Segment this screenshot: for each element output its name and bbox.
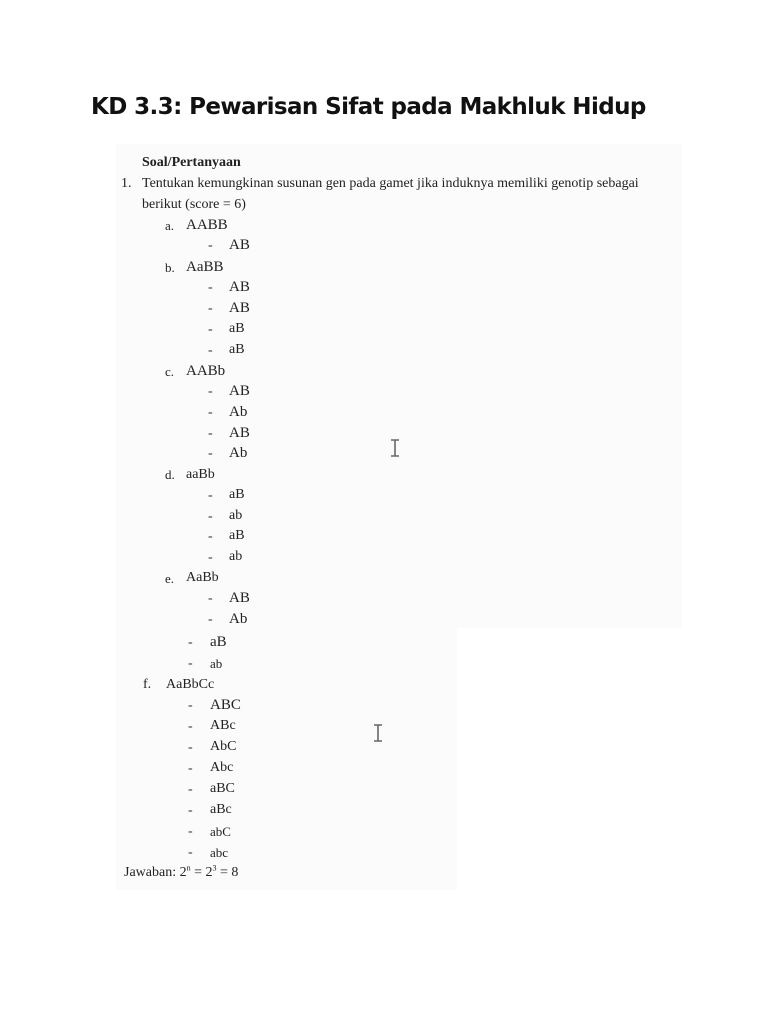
question-number: 1. xyxy=(121,176,132,191)
list-dash: - xyxy=(188,740,193,755)
gamete: AB xyxy=(229,425,250,441)
list-dash: - xyxy=(208,301,213,316)
answer-prefix: Jawaban: 2 xyxy=(124,865,187,880)
list-dash: - xyxy=(188,803,193,818)
item-genotype: AaBb xyxy=(186,570,219,585)
question-text-line-2: berikut (score = 6) xyxy=(142,197,246,212)
answer-exponent-n: n xyxy=(186,863,191,873)
list-dash: - xyxy=(208,322,213,337)
item-genotype: AaBbCc xyxy=(166,677,215,692)
text-cursor-icon xyxy=(390,439,400,457)
text-cursor-icon xyxy=(373,724,383,742)
gamete: ab xyxy=(229,508,243,523)
gamete: ABc xyxy=(210,718,236,733)
gamete: Ab xyxy=(229,404,248,420)
list-dash: - xyxy=(208,509,213,524)
list-dash: - xyxy=(208,612,213,627)
list-dash: - xyxy=(208,280,213,295)
gamete: aB xyxy=(210,634,227,650)
worksheet-screenshot-top xyxy=(116,144,682,628)
list-dash: - xyxy=(188,824,193,839)
gamete: AB xyxy=(229,590,250,606)
list-dash: - xyxy=(188,845,193,860)
list-dash: - xyxy=(208,529,213,544)
list-dash: - xyxy=(188,719,193,734)
item-genotype: aaBb xyxy=(186,467,215,482)
answer-mid: = 2 xyxy=(190,865,213,880)
gamete: AB xyxy=(229,383,250,399)
answer-exponent-3: 3 xyxy=(212,863,217,873)
gamete: aB xyxy=(229,321,245,336)
gamete: aBc xyxy=(210,802,232,817)
question-text-line-1: Tentukan kemungkinan susunan gen pada gamet jika induknya memiliki genotip sebagai xyxy=(142,176,639,191)
section-heading: Soal/Pertanyaan xyxy=(142,155,241,170)
gamete: AB xyxy=(229,237,250,253)
gamete: abC xyxy=(210,824,231,839)
list-dash: - xyxy=(188,698,193,713)
gamete: Abc xyxy=(210,760,234,775)
list-dash: - xyxy=(188,635,193,650)
gamete: aB xyxy=(229,342,245,357)
item-label: f. xyxy=(143,677,152,692)
item-genotype: AaBB xyxy=(186,259,224,275)
item-label: b. xyxy=(165,260,175,275)
answer-suffix: = 8 xyxy=(216,865,239,880)
gamete: abc xyxy=(210,845,229,860)
list-dash: - xyxy=(208,384,213,399)
list-dash: - xyxy=(208,550,213,565)
answer-line xyxy=(124,863,239,880)
gamete: ABC xyxy=(210,697,241,713)
list-dash: - xyxy=(208,238,213,253)
list-dash: - xyxy=(188,782,193,797)
list-dash: - xyxy=(208,343,213,358)
item-label: a. xyxy=(165,218,175,233)
gamete: AbC xyxy=(210,739,237,754)
gamete: AB xyxy=(229,279,250,295)
item-label: c. xyxy=(165,364,175,379)
gamete: ab xyxy=(229,549,243,564)
item-label: d. xyxy=(165,467,175,482)
page-title: KD 3.3: Pewarisan Sifat pada Makhluk Hidup xyxy=(91,94,646,120)
gamete: AB xyxy=(229,300,250,316)
list-dash: - xyxy=(208,426,213,441)
gamete: Ab xyxy=(229,445,248,461)
gamete: ab xyxy=(210,656,223,671)
list-dash: - xyxy=(188,656,193,671)
gamete: aB xyxy=(229,528,245,543)
list-dash: - xyxy=(208,405,213,420)
item-label: e. xyxy=(165,571,175,586)
list-dash: - xyxy=(208,446,213,461)
gamete: Ab xyxy=(229,611,248,627)
list-dash: - xyxy=(208,591,213,606)
gamete: aBC xyxy=(210,781,235,796)
gamete: aB xyxy=(229,487,245,502)
item-genotype: AABb xyxy=(186,363,226,379)
list-dash: - xyxy=(208,488,213,503)
worksheet-screenshot-bottom xyxy=(116,628,457,890)
list-dash: - xyxy=(188,761,193,776)
item-genotype: AABB xyxy=(186,217,228,233)
